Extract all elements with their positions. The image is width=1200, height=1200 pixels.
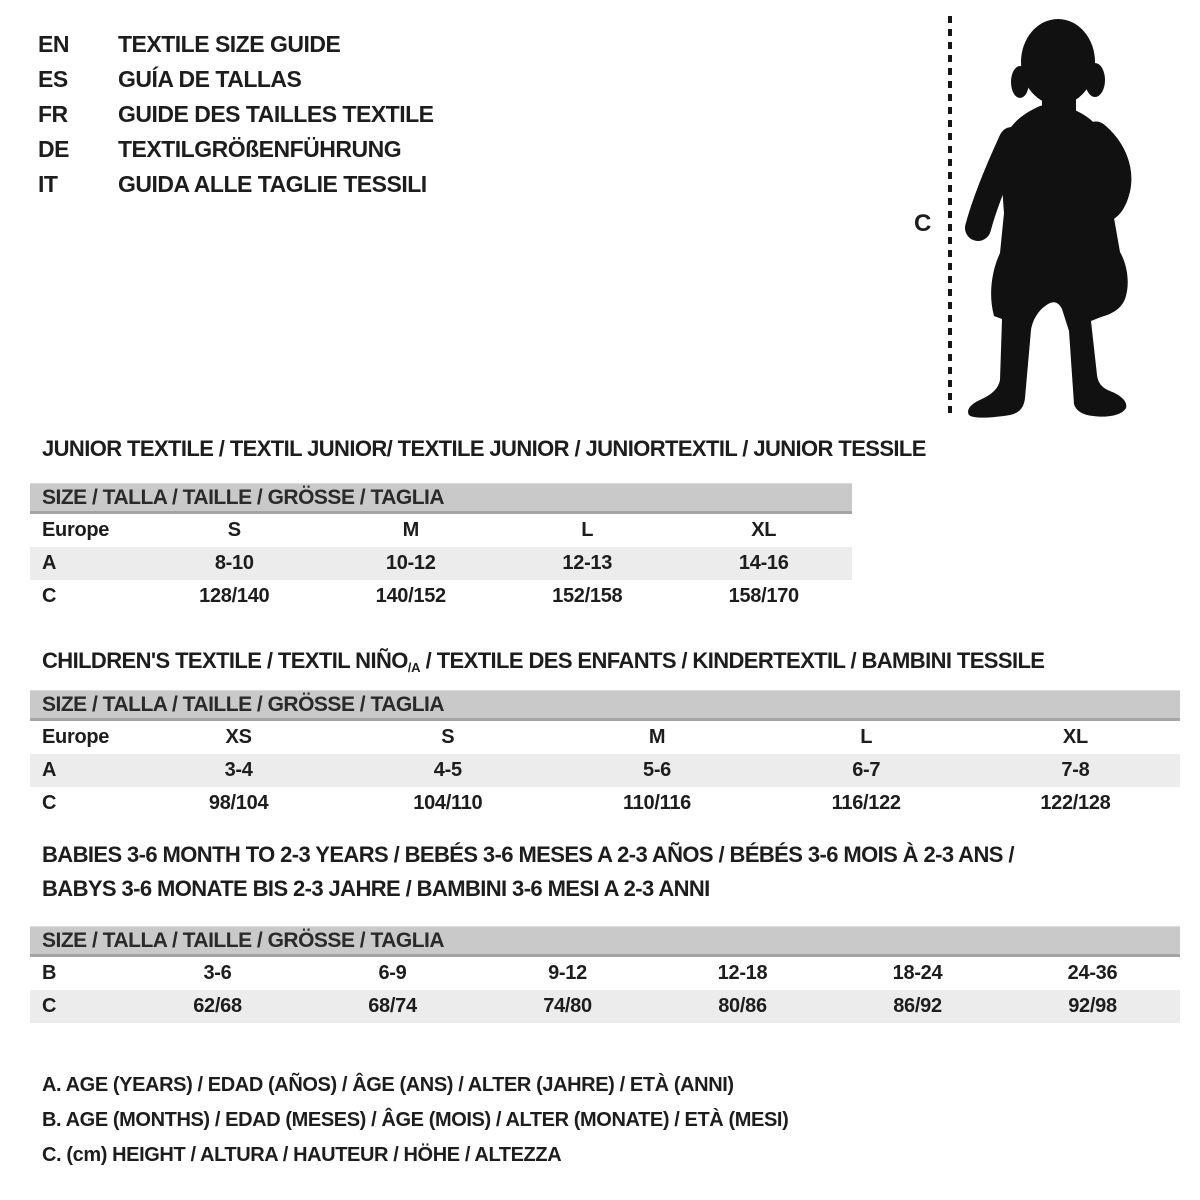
table-cell: 86/92: [893, 995, 942, 1017]
table-cell: 116/122: [831, 792, 901, 814]
legend-line-a: A. AGE (YEARS) / EDAD (AÑOS) / ÂGE (ANS) / ALTER (JAHRE) / ETÀ (ANNI): [42, 1074, 734, 1096]
language-title: GUÍA DE TALLAS: [118, 66, 302, 92]
table-cell: 140/152: [375, 585, 446, 607]
table-cell: 110/116: [623, 792, 691, 814]
table-cell: 128/140: [199, 585, 270, 607]
table-cell: 24-36: [1067, 962, 1118, 984]
language-code: ES: [38, 66, 68, 92]
junior-size-table: [30, 483, 852, 613]
table-cell: 92/98: [1068, 995, 1117, 1017]
section-title-babies: [42, 838, 1014, 906]
table-cell: 3-6: [203, 962, 232, 984]
legend-line-c: C. (cm) HEIGHT / ALTURA / HAUTEUR / HÖHE / ALTEZZA: [42, 1144, 562, 1166]
table-cell: XL: [751, 519, 777, 541]
section-title-text: JUNIOR TEXTILE / TEXTIL JUNIOR/ TEXTILE JUNIOR / JUNIORTEXTIL / JUNIOR TESSILE: [42, 436, 926, 461]
children-size-table: [30, 690, 1180, 820]
table-cell: XS: [225, 726, 252, 748]
table-cell: 6-7: [852, 759, 881, 781]
height-dashed-line: [948, 16, 952, 418]
table-body: [30, 957, 1180, 1023]
row-label: A: [42, 759, 57, 781]
table-cell: M: [402, 519, 419, 541]
table-row: [30, 721, 1180, 754]
table-cell: 80/86: [718, 995, 767, 1017]
table-cell: XL: [1062, 726, 1088, 748]
table-cell: 18-24: [892, 962, 943, 984]
table-cell: 152/158: [552, 585, 623, 607]
language-row: [38, 62, 434, 97]
size-header-band: SIZE / TALLA / TAILLE / GRÖSSE / TAGLIA: [30, 926, 1180, 957]
row-label: C: [42, 792, 57, 814]
table-cell: 9-12: [548, 962, 587, 984]
language-code: DE: [38, 136, 69, 162]
table-cell: 10-12: [385, 552, 436, 574]
section-title-junior: [42, 436, 926, 469]
table-cell: S: [441, 726, 455, 748]
table-cell: 4-5: [433, 759, 462, 781]
language-code: EN: [38, 31, 69, 57]
height-measure-label: C: [914, 210, 932, 237]
size-header-band: SIZE / TALLA / TAILLE / GRÖSSE / TAGLIA: [30, 690, 1180, 721]
toddler-silhouette: [960, 18, 1150, 418]
row-label: A: [42, 552, 57, 574]
table-cell: 14-16: [738, 552, 789, 574]
table-cell: 12-13: [562, 552, 613, 574]
table-cell: 158/170: [728, 585, 799, 607]
section-title-line1: BABIES 3-6 MONTH TO 2-3 YEARS / BEBÉS 3-6 MESES A 2-3 AÑOS / BÉBÉS 3-6 MOIS À 2-3 ANS /: [42, 842, 1014, 867]
table-cell: 122/128: [1040, 792, 1111, 814]
language-title-block: [38, 27, 434, 202]
table-cell: L: [581, 519, 594, 541]
language-row: [38, 97, 434, 132]
language-row: [38, 132, 434, 167]
table-body: [30, 721, 1180, 820]
section-title-line2: BABYS 3-6 MONATE BIS 2-3 JAHRE / BAMBINI 3-6 MESI A 2-3 ANNI: [42, 876, 710, 901]
language-row: [38, 167, 434, 202]
language-title: GUIDE DES TAILLES TEXTILE: [118, 101, 434, 127]
row-label: C: [42, 995, 57, 1017]
language-title: TEXTILE SIZE GUIDE: [118, 31, 341, 57]
size-header-band: SIZE / TALLA / TAILLE / GRÖSSE / TAGLIA: [30, 483, 852, 514]
row-label: C: [42, 585, 57, 607]
row-label: Europe: [42, 726, 110, 748]
table-cell: 12-18: [717, 962, 768, 984]
table-row: [30, 957, 1180, 990]
table-cell: 8-10: [214, 552, 254, 574]
section-title-subscript: /A: [407, 660, 421, 675]
table-cell: 74/80: [543, 995, 592, 1017]
table-cell: 7-8: [1061, 759, 1090, 781]
language-row: [38, 27, 434, 62]
table-row: [30, 514, 852, 547]
legend: [42, 1068, 788, 1173]
table-cell: 3-4: [224, 759, 253, 781]
table-cell: 98/104: [208, 792, 269, 814]
table-row: [30, 754, 1180, 787]
table-cell: S: [227, 519, 241, 541]
table-cell: 6-9: [378, 962, 407, 984]
legend-line-b: B. AGE (MONTHS) / EDAD (MESES) / ÂGE (MOIS) / ALTER (MONATE) / ETÀ (MESI): [42, 1109, 789, 1131]
language-title: GUIDA ALLE TAGLIE TESSILI: [118, 171, 427, 197]
table-row: [30, 990, 1180, 1023]
table-cell: 68/74: [368, 995, 417, 1017]
table-cell: M: [648, 726, 666, 748]
table-body: [30, 514, 852, 613]
language-code: IT: [38, 171, 58, 197]
section-title-text: / TEXTILE DES ENFANTS / KINDERTEXTIL / BAMBINI TESSILE: [420, 648, 1045, 673]
section-title-children: [42, 648, 1044, 681]
babies-size-table: [30, 926, 1180, 1023]
table-cell: 62/68: [193, 995, 242, 1017]
table-row: [30, 547, 852, 580]
row-label: B: [42, 962, 57, 984]
table-row: [30, 787, 1180, 820]
language-code: FR: [38, 101, 68, 127]
table-row: [30, 580, 852, 613]
section-title-text: CHILDREN'S TEXTILE / TEXTIL NIÑO: [42, 648, 408, 673]
language-title: TEXTILGRÖßENFÜHRUNG: [118, 136, 402, 162]
table-cell: 5-6: [643, 759, 672, 781]
row-label: Europe: [42, 519, 110, 541]
table-cell: L: [860, 726, 873, 748]
table-cell: 104/110: [413, 792, 483, 814]
